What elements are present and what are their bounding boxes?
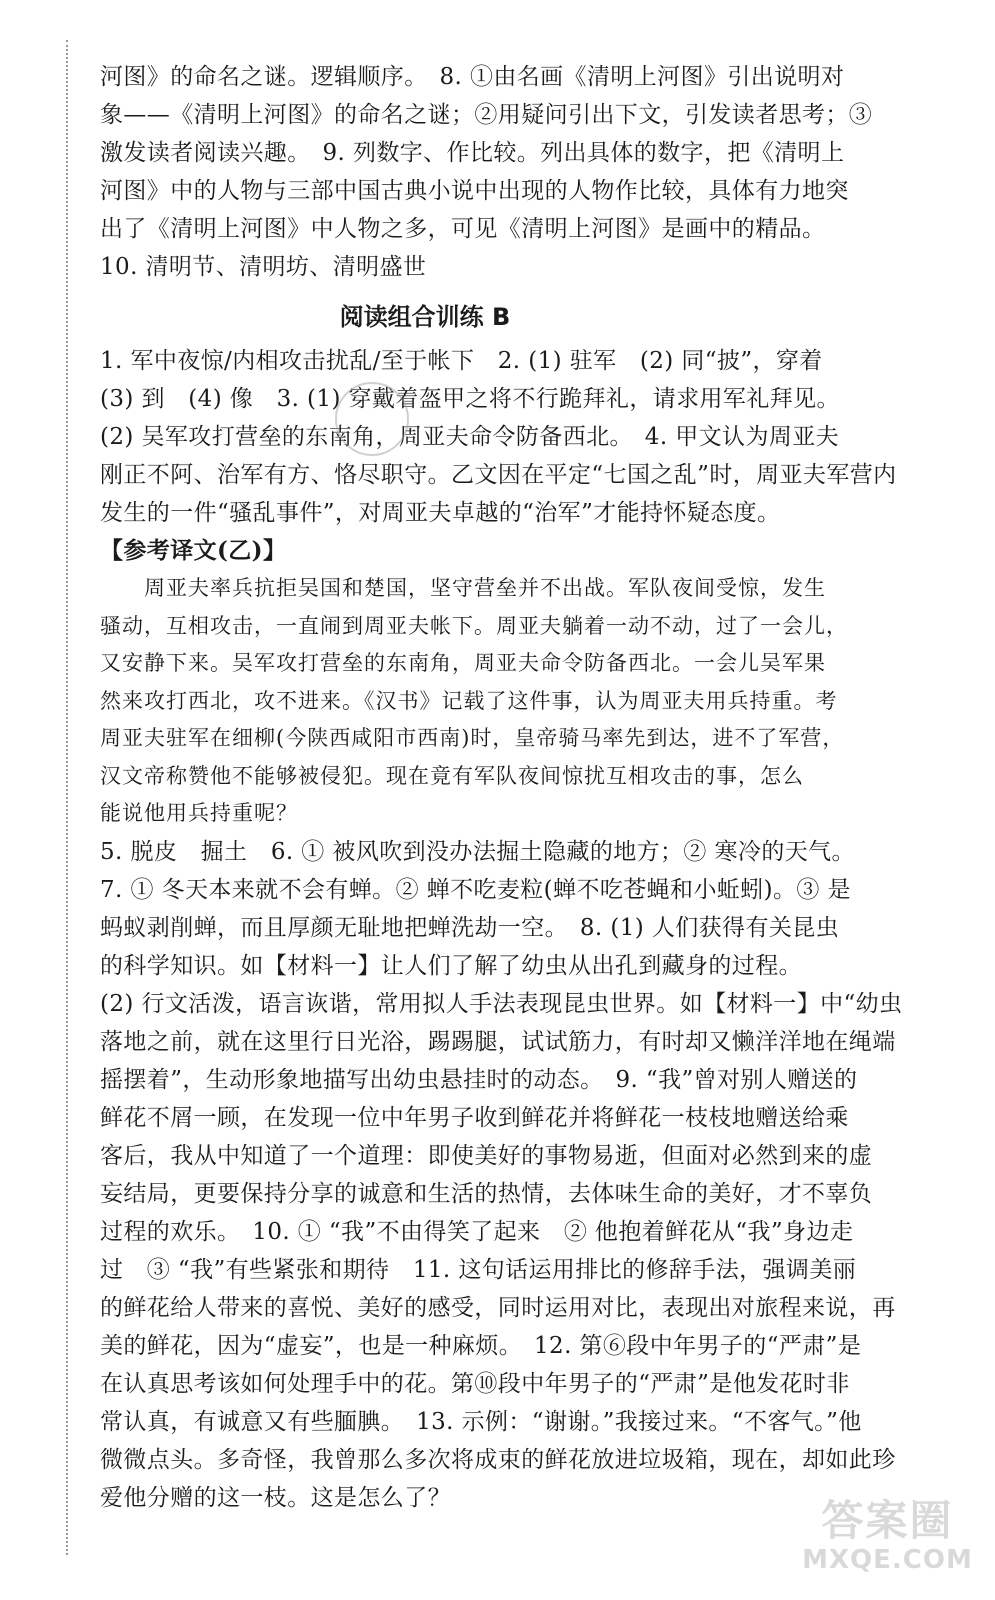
text-line: 过 ③ “我”有些紧张和期待 11. 这句话运用排比的修辞手法，强调美丽 [100,1256,857,1283]
translation-line: 然来攻打西北，攻不进来。《汉书》记载了这件事，认为周亚夫用兵持重。考 [100,688,838,713]
answer-content [100,58,903,1517]
text-line: 常认真，有诚意又有些腼腆。 13. 示例：“谢谢。”我接过来。“不客气。”他 [100,1408,862,1435]
bottom-answers [100,833,903,1517]
translation-line: 骚动，互相攻击，一直闹到周亚夫帐下。周亚夫躺着一动不动，过了一会儿， [100,613,848,638]
binding-gutter-line [66,40,68,1555]
translation-line: 周亚夫驻军在细柳(今陕西咸阳市西南)时，皇帝骑马率先到达，进不了军营， [100,726,845,750]
text-line: (3) 到 (4) 像 3. (1) 穿戴着盔甲之将不行跪拜礼，请求用军礼拜见。 [100,386,840,412]
watermark-title: 答案圈 [821,1496,954,1545]
section-heading: 阅读组合训练 B [339,303,511,331]
text-line: 10. 清明节、清明坊、清明盛世 [100,254,427,280]
text-line: 摇摆着”，生动形象地描写出幼虫悬挂时的动态。 9. “我”曾对别人赠送的 [100,1066,858,1093]
text-line: 1. 军中夜惊/内相攻击扰乱/至于帐下 2. (1) 驻军 (2) 同“披”，穿着 [100,348,823,374]
text-line: 的鲜花给人带来的喜悦、美好的感受，同时运用对比，表现出对旅程来说，再 [100,1294,896,1321]
text-line: 河图》的命名之谜。逻辑顺序。 8. ①由名画《清明上河图》引出说明对 [100,64,845,90]
text-line: 的科学知识。如【材料一】让人们了解了幼虫从出孔到藏身的过程。 [100,952,802,979]
text-line: 妄结局，更要保持分享的诚意和生活的热情，去体味生命的美好，才不辜负 [100,1180,873,1207]
translation-line: 汉文帝称赞他不能够被侵犯。现在竟有军队夜间惊扰互相攻击的事，怎么 [100,763,804,788]
translation-line: 能说他用兵持重呢？ [100,801,298,825]
text-line: 落地之前，就在这里行日光浴，踢踢腿，试试筋力，有时却又懒洋洋地在绳端 [100,1028,896,1055]
text-line: 发生的一件“骚乱事件”，对周亚夫卓越的“治军”才能持怀疑态度。 [100,500,781,526]
text-line: 5. 脱皮 掘土 6. ① 被风吹到没办法掘土隐藏的地方；② 寒冷的天气。 [100,838,855,865]
text-line: 在认真思考该如何处理手中的花。第⑩段中年男子的“严肃”是他发花时非 [100,1370,850,1397]
text-line: 出了《清明上河图》中人物之多，可见《清明上河图》是画中的精品。 [100,216,826,242]
text-line: 蚂蚁剥削蝉，而且厚颜无耻地把蝉洗劫一空。 8. (1) 人们获得有关昆虫 [100,914,840,941]
text-line: (2) 吴军攻打营垒的东南角，周亚夫命令防备西北。 4. 甲文认为周亚夫 [100,424,840,450]
section-b-answers [100,342,897,532]
reference-translation [100,570,848,833]
text-line: (2) 行文活泼，语言诙谐，常用拟人手法表现昆虫世界。如【材料一】中“幼虫 [100,990,903,1017]
text-line: 爱他分赠的这一枝。这是怎么了？ [100,1484,451,1511]
reference-translation-label: 【参考译文(乙)】 [100,537,287,564]
watermark-logo [800,1497,975,1582]
translation-line: 周亚夫率兵抗拒吴国和楚国，坚守营垒并不出战。军队夜间受惊，发生 [144,576,826,600]
faint-seal-stamp [335,382,409,456]
watermark-url: MXQE.COM [802,1545,973,1575]
text-line: 7. ① 冬天本来就不会有蝉。② 蝉不吃麦粒(蝉不吃苍蝇和小蚯蚓)。③ 是 [100,876,851,903]
text-line: 美的鲜花，因为“虚妄”，也是一种麻烦。 12. 第⑥段中年男子的“严肃”是 [100,1332,862,1359]
text-line: 微微点头。多奇怪，我曾那么多次将成束的鲜花放进垃圾箱，现在，却如此珍 [100,1446,896,1473]
text-line: 客后，我从中知道了一个道理：即使美好的事物易逝，但面对必然到来的虚 [100,1142,873,1169]
text-line: 激发读者阅读兴趣。 9. 列数字、作比较。列出具体的数字，把《清明上 [100,140,845,166]
text-line: 象——《清明上河图》的命名之谜；②用疑问引出下文，引发读者思考；③ [100,102,873,128]
text-line: 刚正不阿、治军有方、恪尽职守。乙文因在平定“七国之乱”时，周亚夫军营内 [100,462,897,488]
text-line: 河图》中的人物与三部中国古典小说中出现的人物作比较，具体有力地突 [100,178,849,204]
translation-line: 又安静下来。吴军攻打营垒的东南角，周亚夫命令防备西北。一会儿吴军果 [100,651,826,675]
text-line: 过程的欢乐。 10. ① “我”不由得笑了起来 ② 他抱着鲜花从“我”身边走 [100,1218,854,1245]
top-answers [100,58,873,286]
text-line: 鲜花不屑一顾，在发现一位中年男子收到鲜花并将鲜花一枝枝地赠送给乘 [100,1104,849,1131]
